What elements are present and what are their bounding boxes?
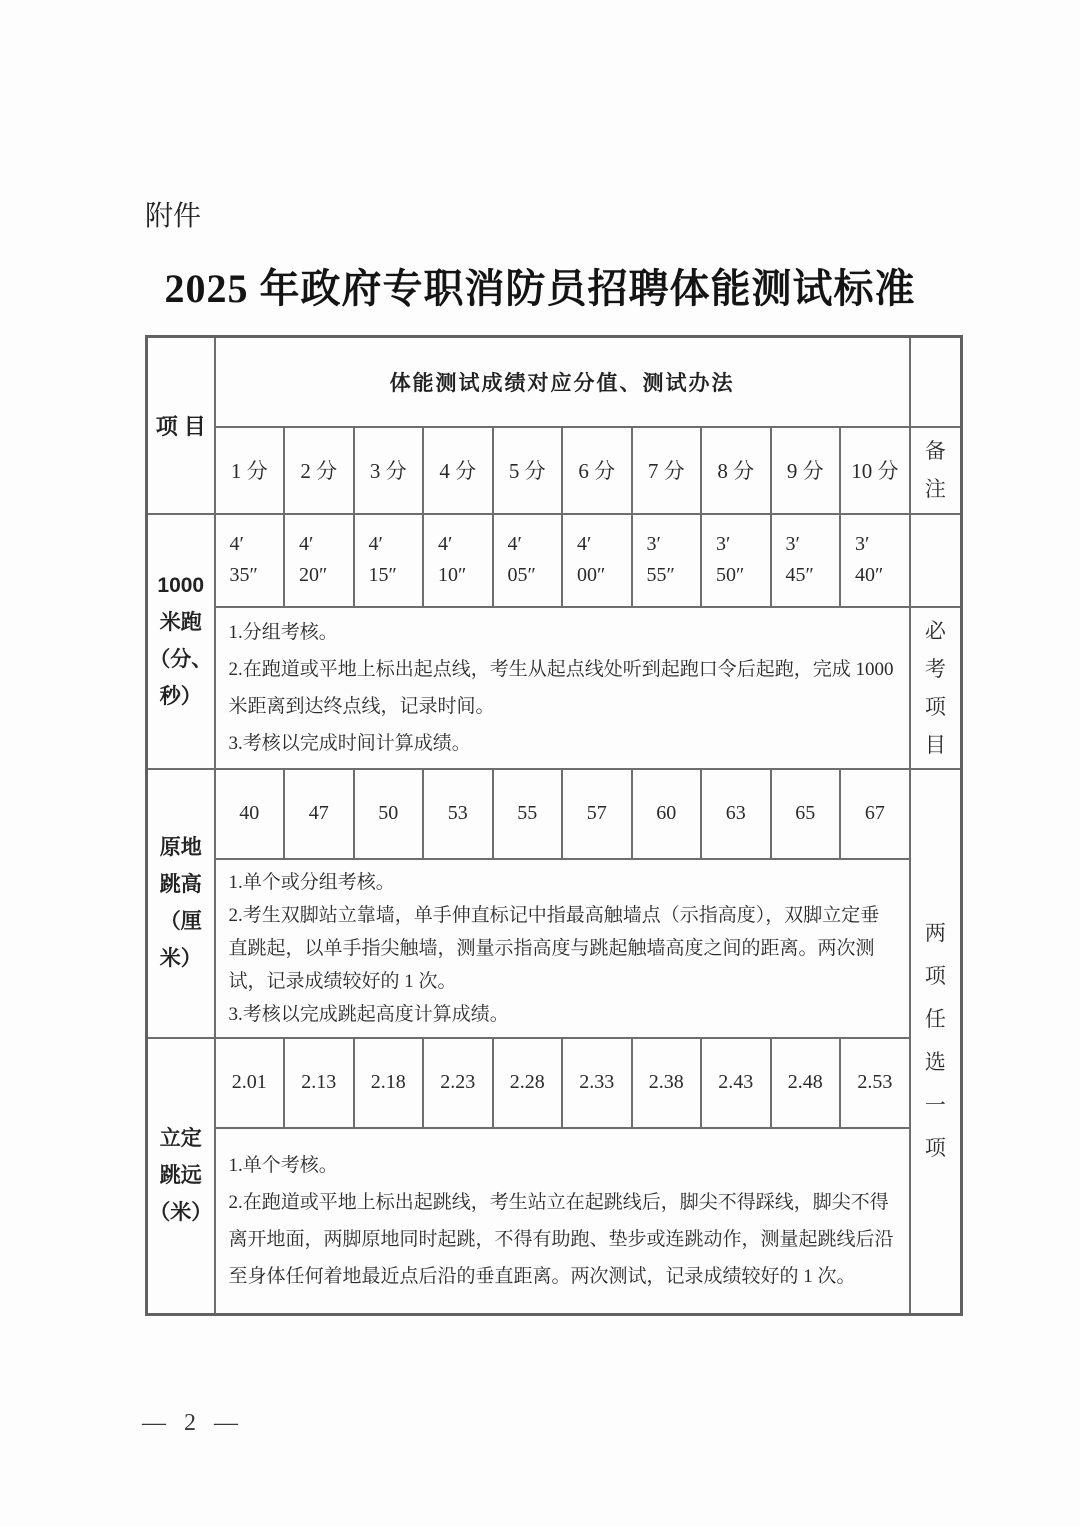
run-1000m-method-row [147,607,962,769]
run-time-cell: 3′ 55″ [632,514,702,607]
run-time-cell: 4′ 05″ [493,514,563,607]
high-jump-method-row [147,859,962,1038]
long-jump-cell: 2.28 [493,1038,563,1128]
jump-height-cell: 40 [215,769,285,859]
remark-required-item: 必考项目 [910,607,962,769]
long-jump-cell: 2.38 [632,1038,702,1128]
row-label-1000m-run: 1000 米跑 （分、 秒） [147,514,215,769]
row-label-standing-high-jump: 原地 跳高 （厘 米） [147,769,215,1038]
run-time-cell: 3′ 50″ [701,514,771,607]
jump-height-cell: 53 [423,769,493,859]
method-cell-1000m-run: 1.分组考核。 2.在跑道或平地上标出起点线，考生从起点线处听到起跑口令后起跑，完成 1000 米距离到达终点线，记录时间。 3.考核以完成时间计算成绩。 [215,607,910,769]
long-jump-cell: 2.18 [354,1038,424,1128]
jump-height-cell: 67 [840,769,910,859]
score-header-5: 5 分 [493,427,563,514]
score-section-header: 体能测试成绩对应分值、测试办法 [215,337,910,427]
long-jump-cell: 2.23 [423,1038,493,1128]
jump-height-cell: 65 [771,769,841,859]
long-jump-method-row [147,1128,962,1315]
jump-height-cell: 50 [354,769,424,859]
jump-height-cell: 47 [284,769,354,859]
row-label-standing-long-jump: 立定 跳远 （米） [147,1038,215,1315]
score-header-6: 6 分 [562,427,632,514]
run-time-cell: 3′ 45″ [771,514,841,607]
run-time-cell: 4′ 10″ [423,514,493,607]
high-jump-values-row [147,769,962,859]
remark-empty-cell [910,514,962,607]
run-1000m-values-row [147,514,962,607]
run-time-cell: 4′ 35″ [215,514,285,607]
long-jump-cell: 2.53 [840,1038,910,1128]
method-cell-standing-long-jump: 1.单个考核。 2.在跑道或平地上标出起跳线，考生站立在起跳线后，脚尖不得踩线，脚尖不得离开地面，两脚原地同时起跳，不得有助跑、垫步或连跳动作，测量起跳线后沿至身体任何着地最近点后沿的垂直距离。两次测试，记录成绩较好的 1 次。 [215,1128,910,1315]
method-cell-standing-high-jump: 1.单个或分组考核。 2.考生双脚站立靠墙，单手伸直标记中指最高触墙点（示指高度），双脚立定垂直跳起，以单手指尖触墙，测量示指高度与跳起触墙高度之间的距离。两次测试，记录成绩较好的 1 次。 3.考核以完成跳起高度计算成绩。 [215,859,910,1038]
remark-choose-one-of-two: 两项任选一项 [910,769,962,1315]
score-header-7: 7 分 [632,427,702,514]
document-title: 2025 年政府专职消防员招聘体能测试标准 [164,266,916,311]
run-time-cell: 4′ 20″ [284,514,354,607]
long-jump-cell: 2.48 [771,1038,841,1128]
run-time-cell: 3′ 40″ [840,514,910,607]
remark-column-header: 备注 [910,427,962,514]
score-header-9: 9 分 [771,427,841,514]
page-number: — 2 — [142,1410,244,1436]
jump-height-cell: 60 [632,769,702,859]
long-jump-cell: 2.33 [562,1038,632,1128]
run-time-cell: 4′ 00″ [562,514,632,607]
long-jump-cell: 2.13 [284,1038,354,1128]
table-header-row-1 [147,337,962,427]
score-header-2: 2 分 [284,427,354,514]
table-header-row-2 [147,427,962,514]
jump-height-cell: 63 [701,769,771,859]
jump-height-cell: 55 [493,769,563,859]
score-header-10: 10 分 [840,427,910,514]
long-jump-values-row [147,1038,962,1128]
score-header-3: 3 分 [354,427,424,514]
long-jump-cell: 2.43 [701,1038,771,1128]
item-column-header: 项目 [147,337,215,514]
score-header-1: 1 分 [215,427,285,514]
long-jump-cell: 2.01 [215,1038,285,1128]
fitness-standards-table [145,335,963,1316]
remark-header-empty-cell [910,337,962,427]
attachment-label: 附件 [145,200,202,231]
score-header-4: 4 分 [423,427,493,514]
score-header-8: 8 分 [701,427,771,514]
jump-height-cell: 57 [562,769,632,859]
run-time-cell: 4′ 15″ [354,514,424,607]
